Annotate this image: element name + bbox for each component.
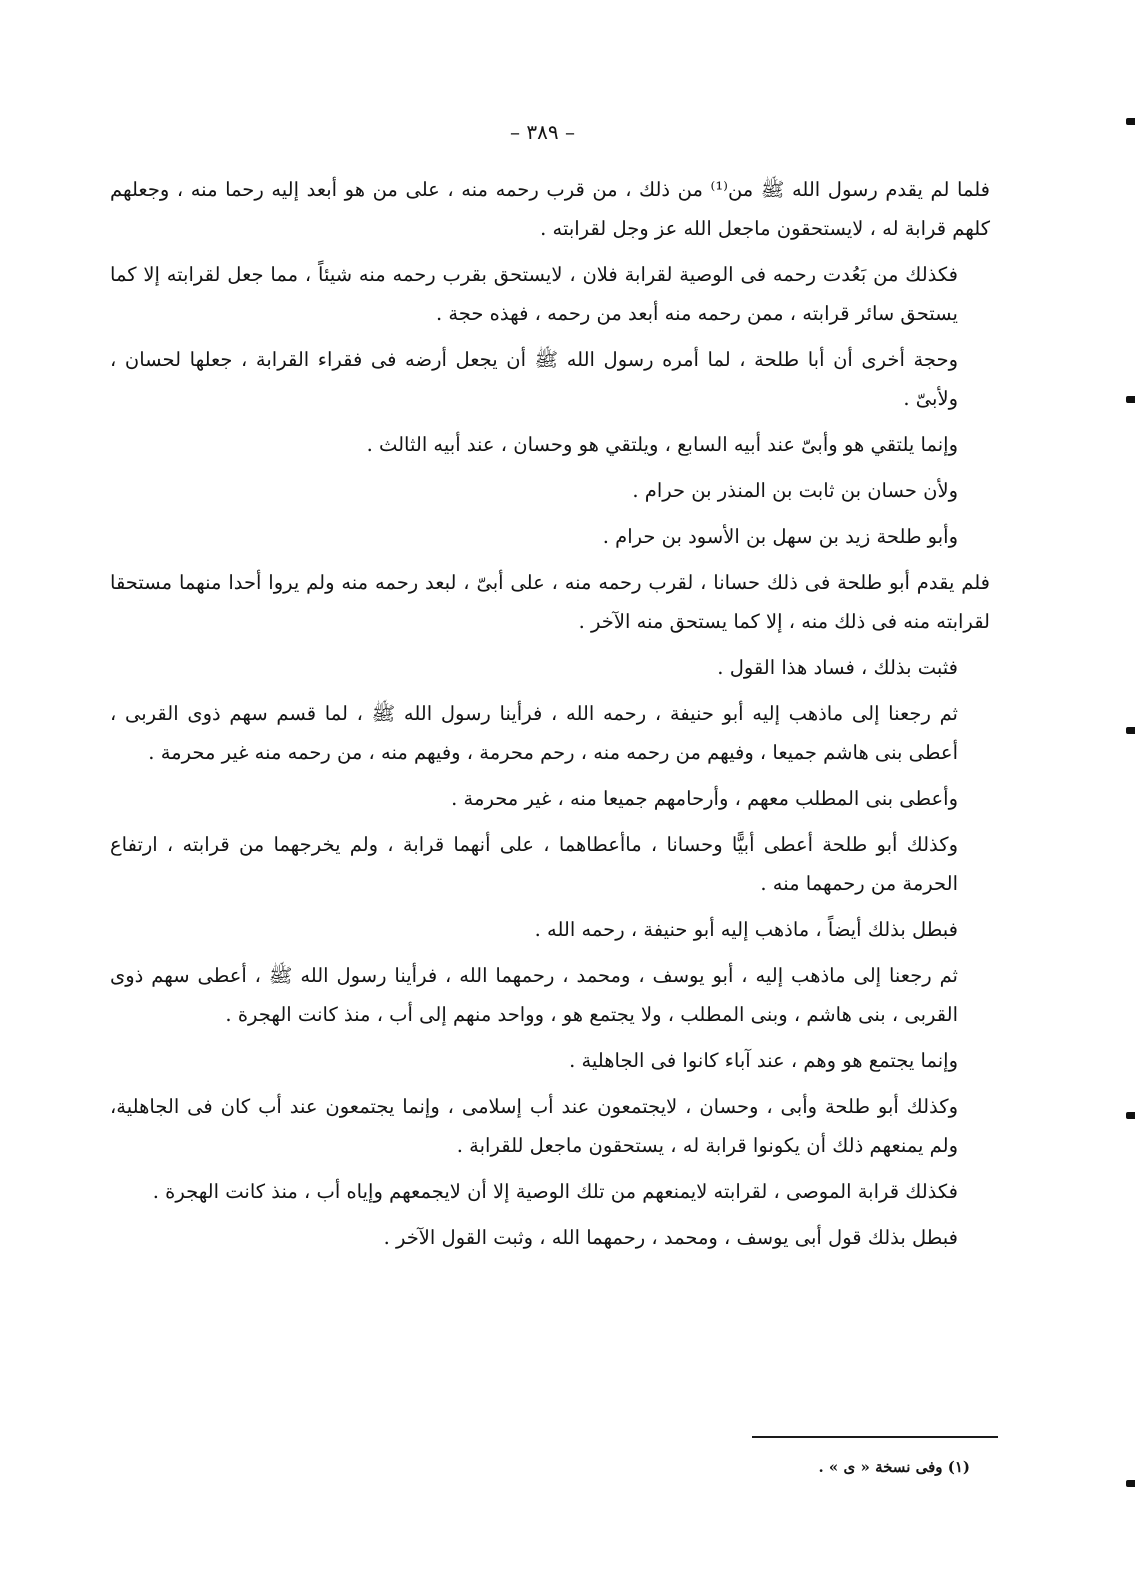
paragraph: وإنما يلتقي هو وأبىّ عند أبيه السابع ، ويلتقي هو وحسان ، عند أبيه الثالث .: [366, 433, 958, 456]
scan-edge-mark: [1126, 727, 1135, 734]
paragraph: فثبت بذلك ، فساد هذا القول .: [717, 656, 958, 679]
paragraph: وأعطى بنى المطلب معهم ، وأرحامهم جميعا منه ، غير محرمة .: [451, 787, 958, 810]
paragraph: وكذلك أبو طلحة وأبى ، وحسان ، لايجتمعون عند أب إسلامى ، وإنما يجتمعون عند أب كان فى الجاهلية، ولم يمنعهم ذلك أن يكونوا قرابة له ، يستحقون ماجعل للقرابة .: [110, 1095, 958, 1157]
paragraph: فكذلك من بَعُدت رحمه فى الوصية لقرابة فلان ، لايستحق بقرب رحمه منه شيئاً ، مما جعل لقرابته إلا كما يستحق سائر قرابته ، ممن رحمه منه أبعد من رحمه ، فهذه حجة .: [110, 263, 958, 325]
footnote: (١) وفى نسخة « ى » .: [818, 1458, 970, 1476]
paragraph: ثم رجعنا إلى ماذهب إليه أبو حنيفة ، رحمه الله ، فرأينا رسول الله ﷺ ، لما قسم سهم ذوى القربى ، أعطى بنى هاشم جميعا ، وفيهم من رحمه منه ، رحم محرمة ، وفيهم منه ، من رحمه منه غير محرمة .: [110, 702, 958, 764]
paragraph: ثم رجعنا إلى ماذهب إليه ، أبو يوسف ، ومحمد ، رحمهما الله ، فرأينا رسول الله ﷺ ، أعطى سهم ذوى القربى ، بنى هاشم ، وبنى المطلب ، ولا يجتمع هو ، وواحد منهم إلى أب ، منذ كانت الهجرة .: [110, 964, 958, 1026]
page-number: – ٣٨٩ –: [510, 120, 575, 144]
footnote-divider: [752, 1436, 998, 1438]
paragraph: فكذلك قرابة الموصى ، لقرابته لايمنعهم من تلك الوصية إلا أن لايجمعهم وإياه أب ، منذ كانت الهجرة .: [152, 1180, 958, 1203]
paragraph: ولأن حسان بن ثابت بن المنذر بن حرام .: [632, 479, 958, 502]
body-text: [110, 170, 990, 1264]
paragraph: فبطل بذلك قول أبى يوسف ، ومحمد ، رحمهما الله ، وثبت القول الآخر .: [383, 1226, 958, 1249]
paragraph: فلم يقدم أبو طلحة فى ذلك حسانا ، لقرب رحمه منه ، على أبىّ ، لبعد رحمه منه ولم يروا أحدا منهما مستحقا لقرابته منه فى ذلك منه ، إلا كما يستحق منه الآخر .: [110, 571, 990, 633]
scan-edge-mark: [1126, 1112, 1135, 1119]
scan-edge-mark: [1126, 1480, 1135, 1487]
scan-edge-mark: [1126, 118, 1135, 125]
paragraph: وإنما يجتمع هو وهم ، عند آباء كانوا فى الجاهلية .: [569, 1049, 958, 1072]
paragraph: وأبو طلحة زيد بن سهل بن الأسود بن حرام .: [602, 525, 958, 548]
paragraph: وحجة أخرى أن أبا طلحة ، لما أمره رسول الله ﷺ أن يجعل أرضه فى فقراء القرابة ، جعلها لحسان ، ولأبىّ .: [110, 348, 958, 410]
paragraph: وكذلك أبو طلحة أعطى أبيًّا وحسانا ، ماأعطاهما ، على أنهما قرابة ، ولم يخرجهما من قرابته ، ارتفاع الحرمة من رحمهما منه .: [110, 833, 958, 895]
paragraph: فبطل بذلك أيضاً ، ماذهب إليه أبو حنيفة ، رحمه الله .: [534, 918, 958, 941]
paragraph: فلما لم يقدم رسول الله ﷺ من⁽¹⁾ من ذلك ، من قرب رحمه منه ، على من هو أبعد إليه رحما منه ، وجعلهم كلهم قرابة له ، لايستحقون ماجعل الله عز وجل لقرابته .: [110, 178, 990, 240]
scan-edge-mark: [1126, 396, 1135, 403]
